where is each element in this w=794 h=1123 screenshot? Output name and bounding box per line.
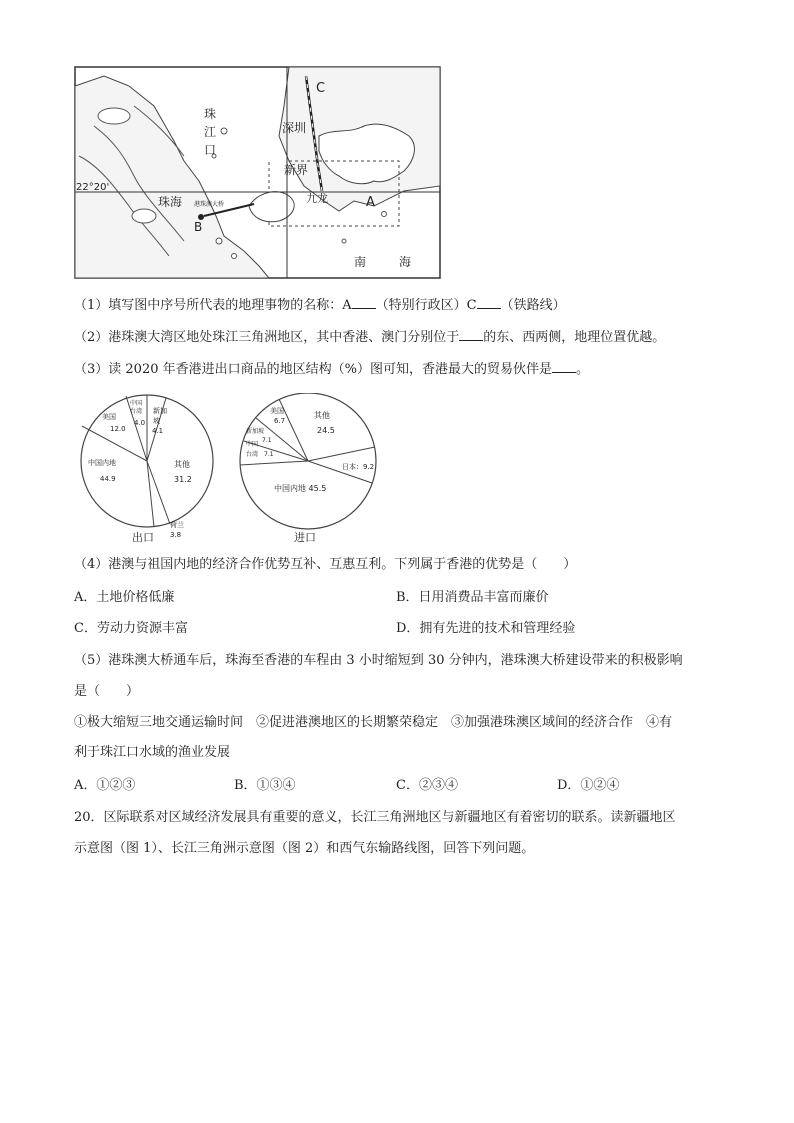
import-label-usa: 美国 xyxy=(270,407,284,415)
import-value-other: 24.5 xyxy=(317,426,335,435)
map-label-hai: 海 xyxy=(399,255,412,269)
export-label-tw-1: 中国 xyxy=(130,400,143,407)
export-label-sg-1: 新加 xyxy=(153,407,167,415)
map-island xyxy=(221,128,227,134)
map-island xyxy=(216,238,222,244)
export-pie xyxy=(81,395,213,543)
q1-blank-a[interactable] xyxy=(352,296,376,309)
q1-suffix: （铁路线） xyxy=(500,298,566,313)
import-label-tw-1: 中国 xyxy=(246,441,259,448)
map-label-b: B xyxy=(194,220,203,234)
q5-option-b[interactable]: B．①③④ xyxy=(234,778,296,793)
q4-option-c[interactable]: C．劳动力资源丰富 xyxy=(74,621,188,636)
question-5-items-1: ①极大缩短三地交通运输时间 ②促进港澳地区的长期繁荣稳定 ③加强港珠澳区域间的经济合作 ④有 xyxy=(74,715,673,730)
map-island xyxy=(98,108,130,124)
map-label-c: C xyxy=(316,81,326,96)
map-label-kou: 口 xyxy=(204,143,217,157)
import-value-tw: 7.1 xyxy=(264,451,274,458)
map-label-jiulong: 九龙 xyxy=(306,192,328,205)
map-label-nan: 南 xyxy=(354,255,367,269)
question-20-line-1: 20．区际联系对区域经济发展具有重要的意义，长江三角洲地区与新疆地区有着密切的联系。读新疆地区 xyxy=(74,810,676,825)
import-label-other: 其他 xyxy=(314,411,330,420)
q1-blank-c[interactable] xyxy=(477,296,501,309)
import-value-usa: 6.7 xyxy=(274,417,286,425)
question-5-stem-1: （5）港珠澳大桥通车后，珠海至香港的车程由 3 小时缩短到 30 分钟内，港珠澳大桥建设带来的积极影响 xyxy=(74,653,683,668)
import-caption: 进口 xyxy=(294,531,316,543)
export-value-sg: 4.1 xyxy=(152,427,164,435)
map-island xyxy=(382,212,387,217)
export-caption: 出口 xyxy=(132,531,154,543)
q1-prefix: （1）填写图中序号所代表的地理事物的名称：A xyxy=(74,298,352,313)
import-label-tw-2: 台湾 xyxy=(246,451,259,458)
import-pie xyxy=(240,393,376,543)
map-label-zhu: 珠 xyxy=(204,107,217,121)
export-label-usa: 美国 xyxy=(102,413,116,421)
question-5-stem-2: 是（ ） xyxy=(74,684,140,699)
trade-pie-charts xyxy=(74,393,394,543)
export-label-other: 其他 xyxy=(174,460,190,469)
q4-option-d[interactable]: D．拥有先进的技术和管理经验 xyxy=(396,621,576,636)
import-label-sg: 新加坡 xyxy=(246,428,265,435)
q2-blank[interactable] xyxy=(459,328,483,341)
q3-blank[interactable] xyxy=(552,360,576,373)
map-label-bridge: 港珠澳大桥 xyxy=(194,201,225,208)
question-1 xyxy=(74,296,566,315)
map-island xyxy=(342,239,346,243)
q2-prefix: （2）港珠澳大湾区地处珠江三角洲地区，其中香港、澳门分别位于 xyxy=(74,330,460,345)
export-label-nl: 荷兰 xyxy=(170,521,184,529)
map-label-zhuhai: 珠海 xyxy=(158,195,183,209)
map-island xyxy=(132,209,156,223)
import-value-sg: 7.1 xyxy=(262,437,272,444)
question-20-line-2: 示意图（图 1）、长江三角洲示意图（图 2）和西气东输路线图，回答下列问题。 xyxy=(74,841,535,856)
question-4-stem: （4）港澳与祖国内地的经济合作优势互补、互惠互利。下列属于香港的优势是（ ） xyxy=(74,557,577,572)
pearl-river-delta-map xyxy=(74,66,442,280)
map-label-xinjie: 新界 xyxy=(284,163,309,177)
export-value-tw: 4.0 xyxy=(134,419,146,427)
export-value-nl: 3.8 xyxy=(170,531,182,539)
q5-option-c[interactable]: C．②③④ xyxy=(396,778,458,793)
map-label-lat: 22°20' xyxy=(76,182,110,193)
map-label-a: A xyxy=(366,195,375,210)
q4-option-b[interactable]: B．日用消费品丰富而廉价 xyxy=(396,590,549,605)
q4-option-a[interactable]: A．土地价格低廉 xyxy=(74,590,175,605)
q2-suffix: 的东、西两侧，地理位置优越。 xyxy=(483,330,666,345)
import-label-jp: 日本：9.2 xyxy=(342,463,375,471)
question-5-items-2: 利于珠江口水域的渔业发展 xyxy=(74,745,231,760)
import-label-mainland: 中国内地 45.5 xyxy=(274,484,327,493)
export-label-tw-2: 台湾 xyxy=(130,408,143,415)
q3-suffix: 。 xyxy=(575,362,589,377)
export-label-sg-2: 坡 xyxy=(153,417,160,425)
q1-mid: （特别行政区）C xyxy=(375,298,477,313)
question-2 xyxy=(74,328,665,347)
map-island xyxy=(232,254,237,259)
export-value-other: 31.2 xyxy=(174,475,192,484)
map-label-jiang: 江 xyxy=(204,125,217,139)
question-3 xyxy=(74,360,589,379)
q3-prefix: （3）读 2020 年香港进出口商品的地区结构（%）图可知，香港最大的贸易伙伴是 xyxy=(74,362,552,377)
q5-option-d[interactable]: D．①②④ xyxy=(557,778,620,793)
export-label-mainland: 中国内地 xyxy=(88,459,116,467)
export-value-mainland: 44.9 xyxy=(100,475,116,483)
q5-option-a[interactable]: A．①②③ xyxy=(74,778,136,793)
map-label-shenzhen: 深圳 xyxy=(282,121,307,135)
export-value-usa: 12.0 xyxy=(110,425,126,433)
